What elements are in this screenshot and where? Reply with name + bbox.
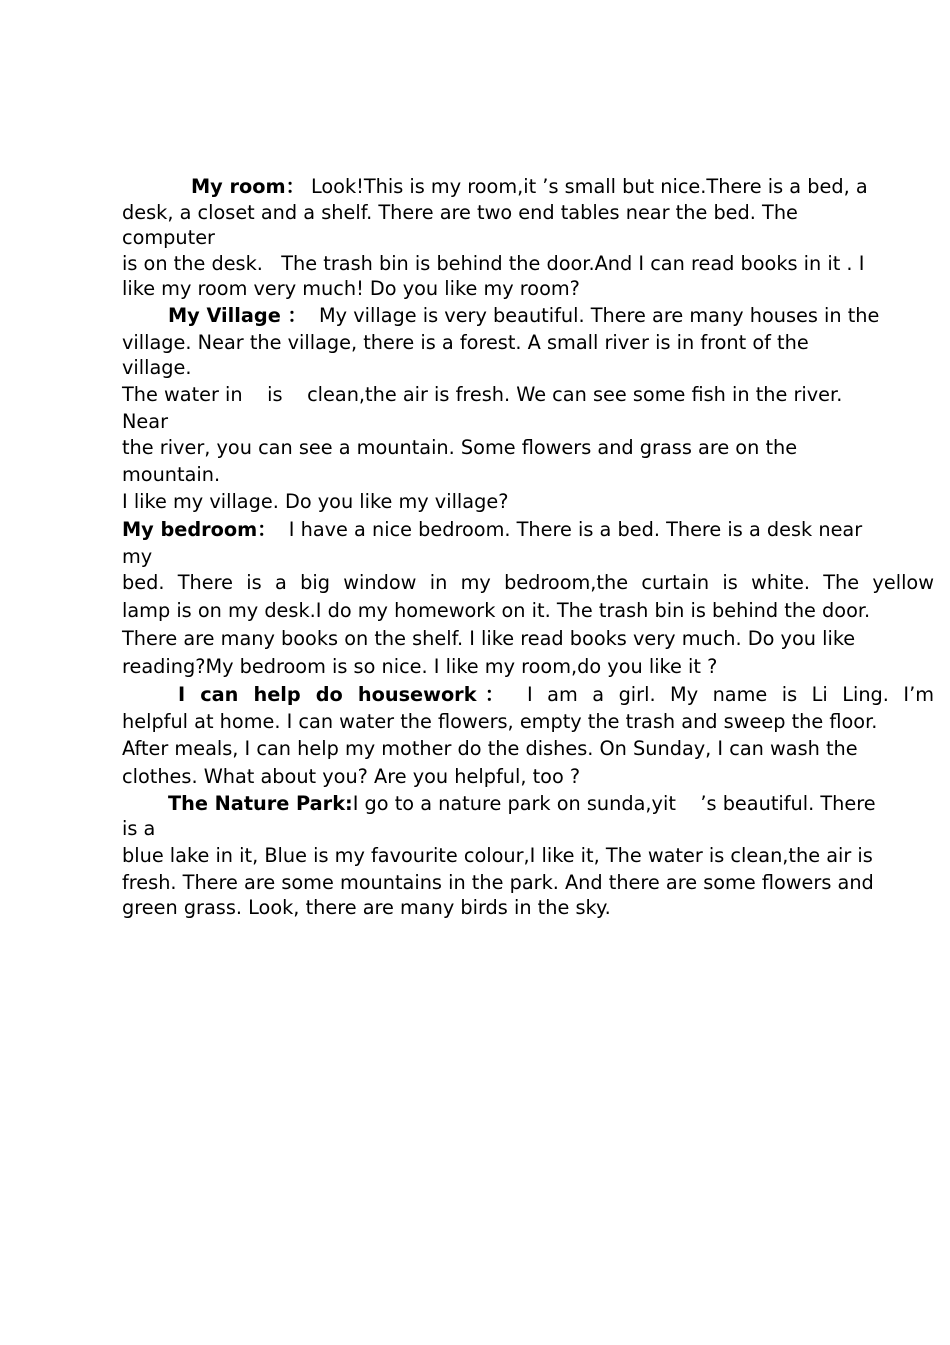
- paragraph-line: village.: [122, 356, 192, 379]
- heading-my-bedroom: My bedroom: [122, 517, 258, 541]
- heading-my-village: My Village: [168, 303, 281, 327]
- paragraph-my-village: [122, 302, 942, 516]
- paragraph-line: my: [122, 544, 153, 568]
- paragraph-line: My bedroom： I have a nice bedroom. There is a bed. There is a desk near: [122, 517, 863, 541]
- heading-nature-park: The Nature Park:: [168, 791, 353, 815]
- paragraph-line: blue lake in it, Blue is my favourite colour,I like it, The water is clean,the air is: [122, 843, 873, 867]
- paragraph-line: desk, a closet and a shelf. There are two end tables near the bed. The: [122, 200, 798, 224]
- paragraph-line: computer: [122, 226, 215, 249]
- paragraph-line: The Nature Park:I go to a nature park on sunda,yit ’s beautiful. There: [168, 791, 876, 815]
- paragraph-line: I can help do housework： I am a girl. My name is Li Ling. I’m: [178, 683, 934, 706]
- paragraph-nature-park: [122, 791, 942, 921]
- paragraph-line: is on the desk. The trash bin is behind the door.And I can read books in it . I: [122, 251, 865, 275]
- paragraph-line: lamp is on my desk.I do my homework on it. The trash bin is behind the door.: [122, 599, 871, 622]
- paragraph-line: There are many books on the shelf. I like read books very much. Do you like: [122, 627, 856, 650]
- paragraph-housework: [122, 681, 942, 791]
- paragraph-line: like my room very much! Do you like my room?: [122, 277, 580, 300]
- paragraph-line: Near: [122, 409, 169, 433]
- paragraph-line: The water in is clean,the air is fresh. We can see some fish in the river.: [122, 382, 843, 406]
- heading-my-room: My room: [191, 175, 286, 198]
- document-body: [122, 174, 942, 921]
- paragraph-line: is a: [122, 817, 156, 840]
- paragraph-line: mountain.: [122, 463, 221, 486]
- paragraph-line: My room： Look!This is my room,it ’s small but nice.There is a bed, a: [191, 175, 868, 198]
- paragraph-line: After meals, I can help my mother do the dishes. On Sunday, I can wash the: [122, 736, 858, 760]
- paragraph-line: clothes. What about you? Are you helpful, too ?: [122, 764, 581, 788]
- paragraph-line: village. Near the village, there is a forest. A small river is in front of the: [122, 330, 809, 354]
- paragraph-line: reading?My bedroom is so nice. I like my room,do you like it ?: [122, 655, 718, 678]
- paragraph-my-bedroom: [122, 516, 942, 682]
- paragraph-my-room: [122, 174, 942, 302]
- paragraph-line: My Village ： My village is very beautiful. There are many houses in the: [168, 303, 880, 327]
- paragraph-line: the river, you can see a mountain. Some flowers and grass are on the: [122, 436, 798, 459]
- paragraph-line: fresh. There are some mountains in the park. And there are some flowers and: [122, 870, 874, 894]
- heading-housework: I can help do housework: [178, 683, 477, 706]
- paragraph-line: I like my village. Do you like my village?: [122, 489, 509, 513]
- paragraph-line: green grass. Look, there are many birds in the sky.: [122, 896, 611, 919]
- paragraph-line: helpful at home. I can water the flowers, empty the trash and sweep the floor.: [122, 710, 878, 733]
- paragraph-line: bed. There is a big window in my bedroom,the curtain is white. The yellow: [122, 571, 934, 594]
